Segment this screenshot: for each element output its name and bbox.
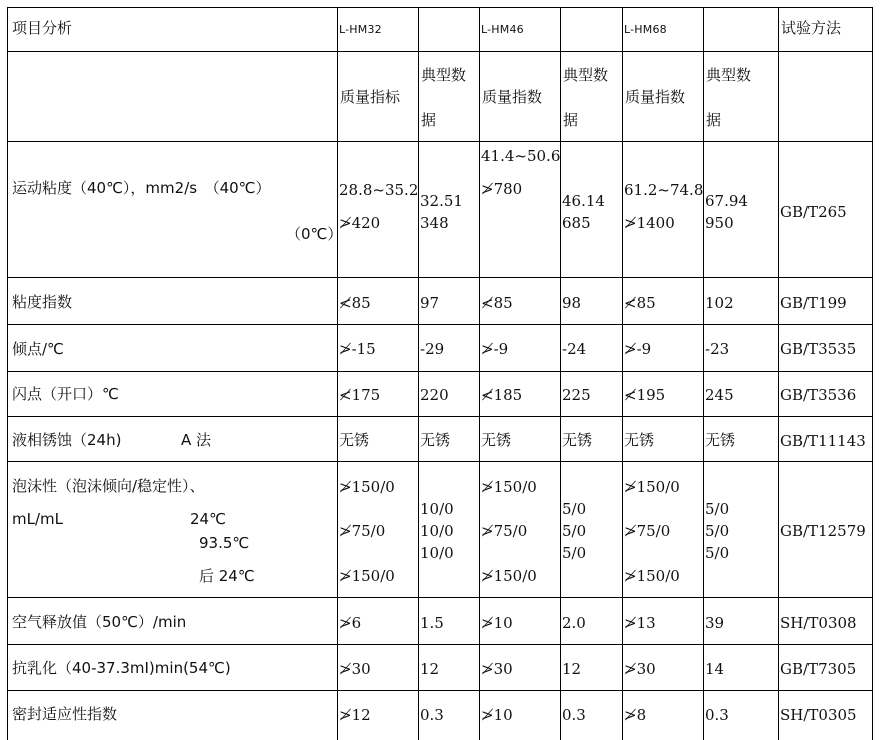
cell-method: GB/T265	[780, 203, 847, 221]
cell-value: ≮85	[624, 294, 656, 312]
cell-value: ≯-15	[339, 340, 376, 358]
cell-value: ≯75/0	[481, 522, 528, 540]
cell-value: 5/0	[562, 522, 587, 540]
cell-value: 1.5	[420, 614, 444, 632]
col-divider	[872, 7, 873, 740]
cell-value: ≯1400	[624, 214, 675, 232]
cell-value: ≯6	[339, 614, 362, 632]
col-divider	[622, 7, 623, 740]
header-typical-hm32-cont: 据	[421, 111, 437, 129]
cell-value: ≯8	[624, 706, 647, 724]
cell-method: SH/T0305	[780, 706, 857, 724]
cell-value: 46.14	[562, 192, 605, 210]
row-label-rust: 液相锈蚀（24h)	[12, 431, 122, 449]
row-label-rust-method: A 法	[181, 431, 212, 449]
cell-value: 32.51	[420, 192, 463, 210]
cell-value: 2.0	[562, 614, 586, 632]
row-label-viscosity: 运动粘度（40℃），mm2/s （40℃）	[12, 179, 271, 197]
cell-value: 无锈	[705, 431, 736, 449]
cell-value: ≯10	[481, 706, 513, 724]
row-label-pour: 倾点/℃	[12, 340, 64, 358]
row-divider	[7, 141, 873, 142]
row-divider	[7, 277, 873, 278]
header-quality-hm68: 质量指数	[625, 88, 686, 106]
header-typical-hm68: 典型数	[706, 66, 752, 84]
cell-value: 5/0	[705, 500, 730, 518]
cell-value: 102	[705, 294, 734, 312]
cell-value: 无锈	[420, 431, 451, 449]
cell-value: 98	[562, 294, 582, 312]
cell-value: 5/0	[705, 544, 730, 562]
cell-value: -23	[705, 340, 730, 358]
cell-method: GB/T3535	[780, 340, 857, 358]
cell-value: ≮185	[481, 386, 523, 404]
cell-value: 5/0	[562, 544, 587, 562]
cell-value: 无锈	[339, 431, 370, 449]
row-label-foam-after: 后 24℃	[199, 567, 255, 585]
header-quality-hm46: 质量指数	[482, 88, 543, 106]
cell-value: 225	[562, 386, 591, 404]
cell-value: ≯150/0	[624, 567, 680, 585]
cell-value: ≯150/0	[624, 478, 680, 496]
cell-value: ≯780	[481, 180, 523, 198]
col-divider	[418, 7, 419, 740]
cell-method: GB/T11143	[780, 432, 866, 450]
cell-value: ≯75/0	[624, 522, 671, 540]
cell-value: ≯30	[481, 660, 513, 678]
row-label-foam-unit: mL/mL	[12, 510, 63, 528]
cell-value: 10/0	[420, 544, 454, 562]
cell-value: 28.8~35.2	[339, 181, 419, 199]
cell-value: 97	[420, 294, 440, 312]
header-grade-hm32: L-HM32	[339, 23, 382, 36]
row-label-demulsibility: 抗乳化（40-37.3mI)min(54℃)	[12, 659, 231, 677]
cell-value: ≯150/0	[481, 567, 537, 585]
cell-value: 39	[705, 614, 725, 632]
cell-value: 10/0	[420, 500, 454, 518]
row-divider	[7, 644, 873, 645]
cell-value: 67.94	[705, 192, 748, 210]
cell-value: 245	[705, 386, 734, 404]
cell-value: 685	[562, 214, 591, 232]
cell-value: 0.3	[420, 706, 444, 724]
row-label-foam-93c: 93.5℃	[199, 534, 250, 552]
row-divider	[7, 597, 873, 598]
row-divider	[7, 416, 873, 417]
cell-method: SH/T0308	[780, 614, 857, 632]
cell-value: ≯150/0	[339, 567, 395, 585]
row-label-flash: 闪点（开口）℃	[12, 385, 119, 403]
cell-method: GB/T199	[780, 294, 847, 312]
row-divider	[7, 324, 873, 325]
header-grade-hm68: L-HM68	[624, 23, 667, 36]
header-quality-hm32: 质量指标	[340, 88, 401, 106]
row-divider	[7, 461, 873, 462]
cell-value: 0.3	[705, 706, 729, 724]
col-divider	[703, 7, 704, 740]
cell-value: 12	[420, 660, 440, 678]
cell-value: ≯12	[339, 706, 371, 724]
cell-value: 无锈	[624, 431, 655, 449]
cell-value: ≮195	[624, 386, 666, 404]
col-divider	[337, 7, 338, 740]
row-divider	[7, 7, 873, 8]
header-grade-hm46: L-HM46	[481, 23, 524, 36]
cell-value: 12	[562, 660, 582, 678]
cell-method: GB/T12579	[780, 522, 866, 540]
cell-value: 5/0	[705, 522, 730, 540]
cell-value: ≯420	[339, 214, 381, 232]
header-item: 项目分析	[12, 19, 73, 37]
cell-value: ≯-9	[481, 340, 509, 358]
cell-value: ≯30	[339, 660, 371, 678]
cell-value: ≯13	[624, 614, 656, 632]
header-typical-hm46-cont: 据	[563, 111, 579, 129]
cell-value: 无锈	[562, 431, 593, 449]
cell-value: 950	[705, 214, 734, 232]
cell-value: -24	[562, 340, 587, 358]
cell-value: 348	[420, 214, 449, 232]
col-divider	[7, 7, 8, 740]
row-label-vi: 粘度指数	[12, 293, 73, 311]
row-label-foam-24c: 24℃	[190, 510, 226, 528]
header-typical-hm46: 典型数	[563, 66, 609, 84]
cell-method: GB/T7305	[780, 660, 857, 678]
col-divider	[560, 7, 561, 740]
cell-method: GB/T3536	[780, 386, 857, 404]
cell-value: ≮85	[481, 294, 513, 312]
cell-value: ≮85	[339, 294, 371, 312]
header-typical-hm32: 典型数	[421, 66, 467, 84]
cell-value: ≯10	[481, 614, 513, 632]
cell-value: 41.4~50.6	[481, 147, 561, 165]
cell-value: 无锈	[481, 431, 512, 449]
cell-value: 0.3	[562, 706, 586, 724]
col-divider	[778, 7, 779, 740]
col-divider	[479, 7, 480, 740]
cell-value: ≯150/0	[481, 478, 537, 496]
header-method: 试验方法	[781, 19, 842, 37]
row-label-air: 空气释放值（50℃）/min	[12, 613, 187, 631]
row-label-foam: 泡沫性（泡沫倾向/稳定性）、	[12, 477, 205, 495]
row-label-viscosity-0c: （0℃）	[286, 225, 343, 243]
cell-value: ≮175	[339, 386, 381, 404]
cell-value: 61.2~74.8	[624, 181, 704, 199]
row-divider	[7, 690, 873, 691]
cell-value: 14	[705, 660, 725, 678]
cell-value: ≯75/0	[339, 522, 386, 540]
cell-value: 5/0	[562, 500, 587, 518]
header-typical-hm68-cont: 据	[706, 111, 722, 129]
row-divider	[7, 371, 873, 372]
row-divider	[7, 51, 873, 52]
cell-value: 220	[420, 386, 449, 404]
cell-value: ≯-9	[624, 340, 652, 358]
cell-value: ≯150/0	[339, 478, 395, 496]
row-label-seal: 密封适应性指数	[12, 705, 118, 723]
cell-value: -29	[420, 340, 445, 358]
cell-value: ≯30	[624, 660, 656, 678]
cell-value: 10/0	[420, 522, 454, 540]
